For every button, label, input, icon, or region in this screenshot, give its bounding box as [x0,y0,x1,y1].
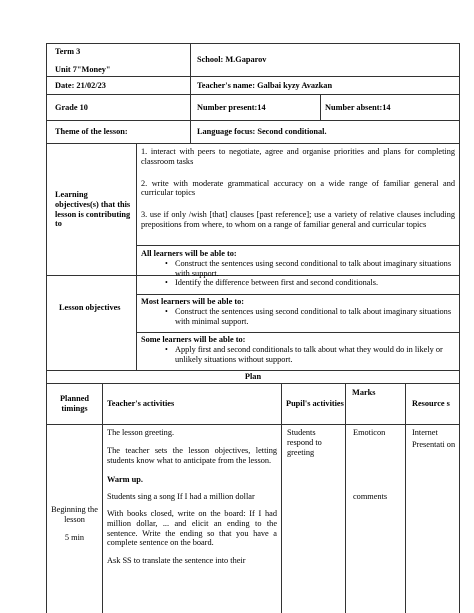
date-text: Date: 21/02/23 [55,80,106,90]
most-learners-heading: Most learners will be able to: [141,297,244,306]
translate-text: Ask SS to translate the sentence into their [107,556,246,566]
plan-title-cell [46,370,460,384]
warm-up-heading: Warm up. [107,475,143,485]
school-cell [190,43,460,77]
teacher-name-cell [190,76,460,95]
some-learners-cell [136,332,460,371]
pupil-activities-label: Pupil's activities [286,399,344,409]
planned-timings-header [46,383,103,425]
grade-text: Grade 10 [55,102,88,112]
some-learners-item-1: • Apply first and second conditionals to talk about what they would do in likely or unlikely situations without support. [141,345,455,365]
number-present-text: Number present:14 [197,102,266,112]
learning-objective-2: 2. write with moderate grammatical accuracy on a wide range of familiar general and curricular topics [141,178,455,198]
books-closed-text: With books closed, write on the board: If I had million dollar, ... and elicit an ending to the sentence. Write the ending so that you have a complete sentence on the board. [107,508,277,548]
pupil-activities-cell-1 [281,424,346,613]
language-focus-cell [190,120,460,144]
pupil-activities-header [281,383,346,425]
teacher-activities-label: Teacher's activities [107,399,175,409]
school-text: School: M.Gaparov [197,55,267,65]
resources-label: Resource s [412,399,450,409]
timing-minutes: 5 min [64,533,85,543]
unit-text: Unit 7"Money" [55,64,111,74]
lesson-objectives-label-cell [46,245,137,371]
teacher-activities-header [102,383,282,425]
term-text: Term 3 [55,47,81,56]
all-learners-item-2: • Identify the difference between first and second conditionals. [141,278,455,288]
learning-objectives-label: Learning objectives(s) that this lesson is contributing to [55,189,131,229]
all-learners-item-1: • Construct the sentences using second conditional to talk about imaginary situations with support. [141,259,455,279]
number-present-cell [190,94,321,121]
all-learners-heading: All learners will be able to: [141,249,237,258]
pupil-response-text: Students respond to greeting [287,428,322,457]
most-learners-item-1: • Construct the sentences using second conditional to talk about imaginary situations with minimal support. [141,307,455,327]
marks-cell-1 [345,424,406,613]
objectives-text: The teacher sets the lesson objectives, letting students know what to anticipate from the lesson. [107,445,277,465]
resources-header [405,383,460,425]
language-focus-text: Language focus: Second conditional. [197,127,327,137]
resource-presentation: Presentati on [412,439,456,449]
some-learners-heading: Some learners will be able to: [141,335,246,344]
marks-label: Marks [352,388,376,397]
teacher-activities-cell-1 [102,424,282,613]
learning-objective-1: 1. interact with peers to negotiate, agree and organise priorities and plans for completing classroom tasks [141,147,455,166]
learning-objective-3: 3. use if only /wish [that] clauses [past reference]; use a variety of relative clauses including prepositions from where, to whom on a range of familiar general and curricular topics [141,210,455,229]
number-absent-text: Number absent:14 [325,102,391,112]
resource-internet: Internet [412,428,438,437]
lesson-objectives-label: Lesson objectives [59,302,121,312]
timing-cell-1 [46,424,103,613]
most-learners-cell [136,294,460,333]
song-text: Students sing a song If I had a million dollar [107,492,255,502]
planned-timings-label: Planned timings [59,394,90,413]
timing-stage: Beginning the lesson [51,504,98,524]
all-learners-cell [136,245,460,295]
marks-comments: comments [353,491,388,501]
number-absent-cell [320,94,460,121]
resources-cell-1 [405,424,460,613]
marks-header [345,383,406,425]
grade-cell [46,94,191,121]
date-cell [46,76,191,95]
theme-cell [46,120,191,144]
greeting-text: The lesson greeting. [107,428,175,437]
term-unit-cell [46,43,191,77]
teacher-name-text: Teacher's name: Galbai kyzy Avazkan [197,80,333,90]
plan-title: Plan [244,372,262,381]
marks-emoticon: Emoticon [353,428,386,437]
theme-label: Theme of the lesson: [55,127,128,137]
